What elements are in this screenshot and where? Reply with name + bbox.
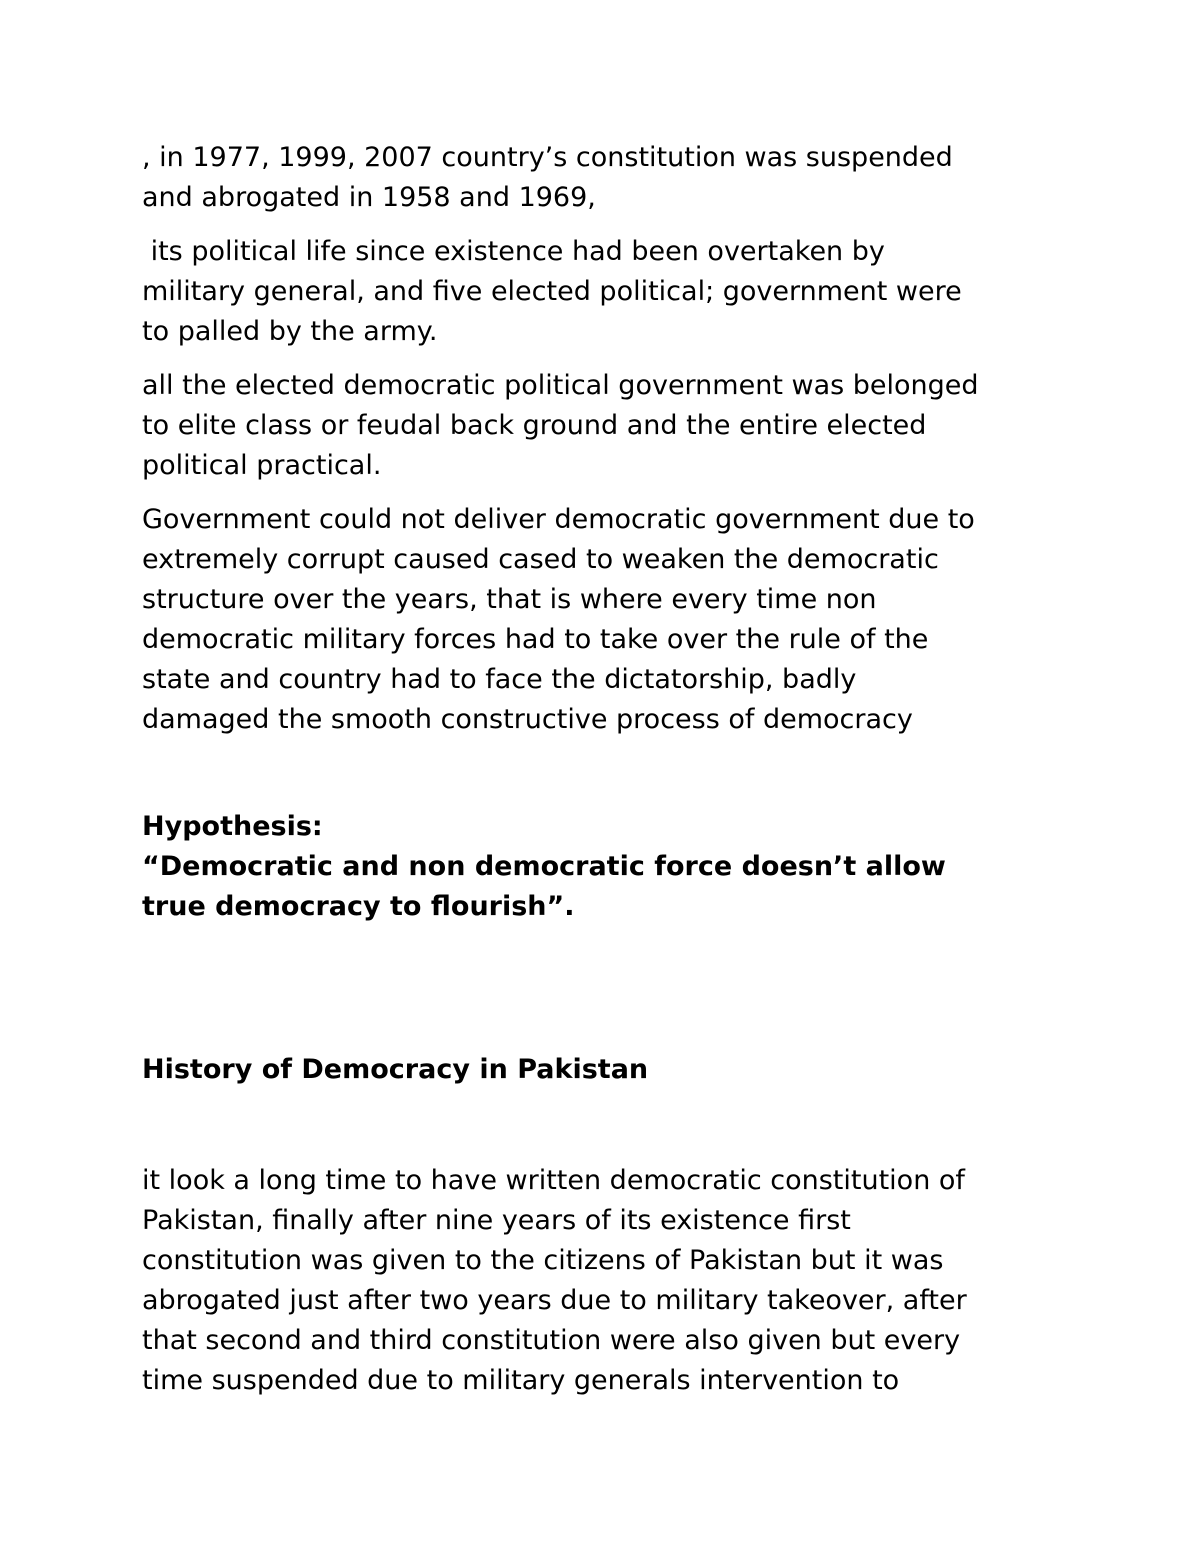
text-line: and abrogated in 1958 and 1969,: [142, 182, 596, 213]
text-line: military general, and five elected political; government were: [142, 276, 962, 307]
section-heading: History of Democracy in Pakistan: [142, 1054, 649, 1085]
text-line: to elite class or feudal back ground and the entire elected: [142, 410, 927, 441]
paragraph-history: [142, 1161, 967, 1401]
text-line: structure over the years, that is where every time non: [142, 584, 877, 615]
paragraph-constitution: [142, 138, 953, 218]
paragraph-elite-class: [142, 366, 979, 486]
text-line: that second and third constitution were also given but every: [142, 1325, 961, 1356]
text-line: abrogated just after two years due to military takeover, after: [142, 1285, 967, 1316]
hypothesis-label: Hypothesis:: [142, 811, 323, 842]
text-line: damaged the smooth constructive process of democracy: [142, 704, 913, 735]
text-line: extremely corrupt caused cased to weaken the democratic: [142, 544, 939, 575]
text-line: time suspended due to military generals intervention to: [142, 1365, 900, 1396]
text-line: , in 1977, 1999, 2007 country’s constitution was suspended: [142, 142, 953, 173]
paragraph-political-life: [142, 232, 962, 352]
text-line: to palled by the army.: [142, 316, 438, 347]
text-line: constitution was given to the citizens of Pakistan but it was: [142, 1245, 944, 1276]
hypothesis-block: [142, 807, 946, 927]
paragraph-corruption: [142, 500, 975, 740]
hypothesis-text-line: “Democratic and non democratic force doesn’t allow: [142, 851, 946, 882]
text-line: all the elected democratic political government was belonged: [142, 370, 979, 401]
text-line: state and country had to face the dictatorship, badly: [142, 664, 857, 695]
text-line: it look a long time to have written democratic constitution of: [142, 1165, 965, 1196]
text-line: its political life since existence had been overtaken by: [142, 236, 885, 267]
text-line: Government could not deliver democratic government due to: [142, 504, 975, 535]
text-line: political practical.: [142, 450, 382, 481]
hypothesis-text-line: true democracy to flourish”.: [142, 891, 575, 922]
text-line: democratic military forces had to take over the rule of the: [142, 624, 929, 655]
text-line: Pakistan, finally after nine years of its existence first: [142, 1205, 851, 1236]
